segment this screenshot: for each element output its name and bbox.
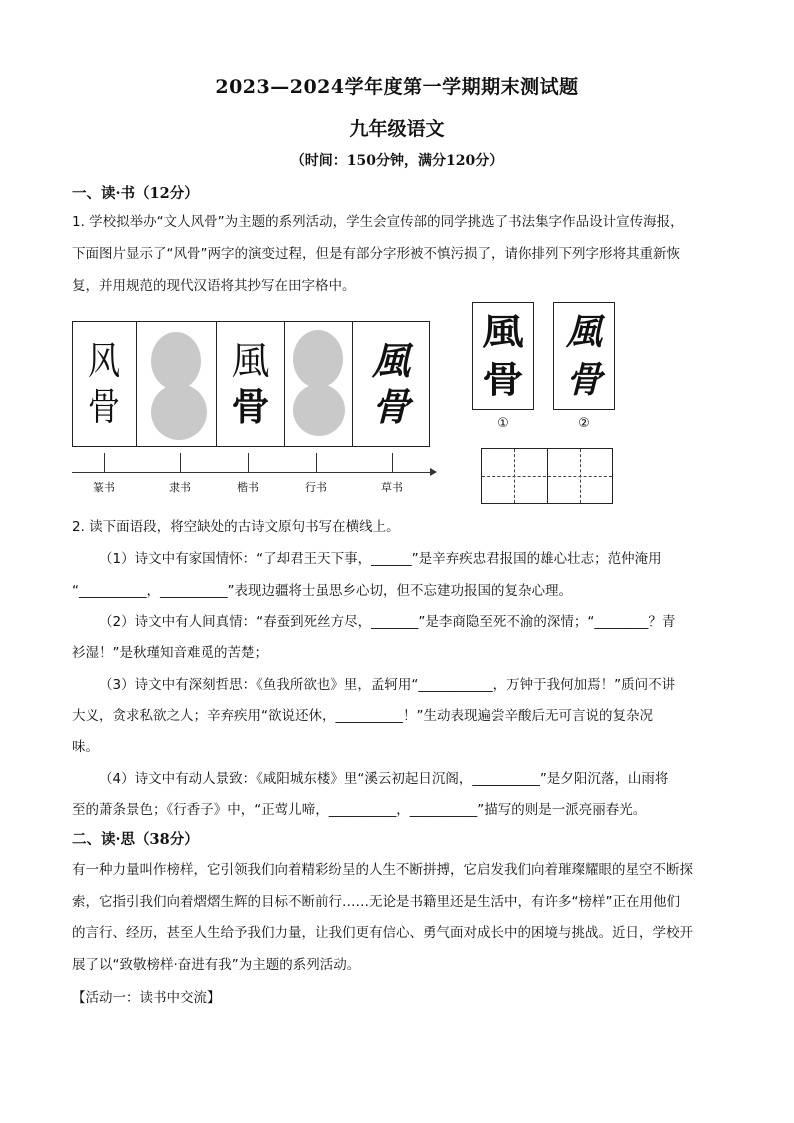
timeline-tick bbox=[248, 453, 249, 472]
cursive-char-feng: 風 bbox=[371, 338, 410, 383]
q2-part1-line1: （1）诗文中有家国情怀：“了却君王天下事，______”是辛弃疾忠君报国的雄心壮志；范仲淹用 bbox=[99, 551, 662, 567]
fragment-1-char-gu: 骨 bbox=[482, 359, 524, 401]
section-2-line-2: 索，它指引我们向着熠熠生辉的目标不断前行……无论是书籍里还是生活中，有许多“榜样”正在用他们 bbox=[72, 894, 680, 910]
seal-char-gu: 骨 bbox=[88, 385, 121, 429]
fragment-1-label: ① bbox=[497, 416, 509, 431]
q2-part4-line2: 至的萧条景色；《行香子》中，“正莺儿啼，__________，__________”描写的则是一派亮丽春光。 bbox=[72, 802, 647, 818]
smudge-top bbox=[293, 330, 343, 388]
fragment-2-char-feng: 風 bbox=[565, 311, 602, 353]
q1-line-2: 下面图片显示了“风骨”两字的演变过程，但是有部分字形被不慎污损了，请你排列下列字形将其重新恢 bbox=[72, 246, 680, 262]
timeline-tick bbox=[392, 453, 393, 472]
smudge-bottom bbox=[151, 384, 207, 440]
section-2-line-4: 展了以“致敬榜样·奋进有我”为主题的系列活动。 bbox=[72, 957, 361, 973]
label-regular-script: 楷书 bbox=[237, 481, 259, 494]
fragment-2-label: ② bbox=[578, 416, 590, 431]
cursive-script-cell bbox=[353, 322, 429, 446]
fragment-2 bbox=[553, 302, 615, 410]
grid-horizontal-line bbox=[482, 476, 612, 477]
q2-part1-line2: “__________，__________”表现边疆将士虽思乡心切，但不忘建功报国的复杂心理。 bbox=[72, 583, 572, 599]
smudge-bottom bbox=[293, 384, 345, 436]
q2-part2-line2: 衫湿！”是秋瑾知音难觅的苦楚； bbox=[72, 645, 268, 661]
fragment-2-char-gu: 骨 bbox=[565, 359, 602, 401]
q2-part4-line1: （4）诗文中有动人景致：《咸阳城东楼》里“溪云初起日沉阁，__________”是夕阳沉落，山雨将 bbox=[99, 771, 669, 787]
label-clerical-script: 隶书 bbox=[169, 481, 191, 494]
section-2-line-3: 的言行、经历，甚至人生给予我们力量，让我们更有信心、勇气面对成长中的困境与挑战。近日，学校开 bbox=[72, 925, 693, 941]
clerical-script-cell-damaged bbox=[137, 322, 217, 446]
regular-char-feng: 風 bbox=[231, 339, 270, 383]
timeline-tick bbox=[180, 453, 181, 472]
label-seal-script: 篆书 bbox=[93, 481, 115, 494]
label-cursive-script: 草书 bbox=[381, 481, 403, 494]
activity-1-heading: 【活动一：读书中交流】 bbox=[72, 990, 221, 1006]
q2-part3-line3: 味。 bbox=[72, 739, 99, 755]
section-2-line-1: 有一种力量叫作榜样，它引领我们向着精彩纷呈的人生不断拼搏，它启发我们向着璀璨耀眼的星空不断探 bbox=[72, 862, 693, 878]
running-script-cell-damaged bbox=[285, 322, 353, 446]
seal-char-feng: 风 bbox=[88, 339, 121, 383]
tianzige-answer-grid[interactable] bbox=[481, 448, 613, 504]
seal-script-cell bbox=[73, 322, 137, 446]
q2-intro: 2. 读下面语段，将空缺处的古诗文原句书写在横线上。 bbox=[72, 519, 400, 535]
timeline-arrow-icon bbox=[430, 468, 437, 476]
timeline-axis bbox=[72, 472, 434, 473]
fragment-1 bbox=[472, 302, 534, 410]
exam-title: 2023—2024学年度第一学期期末测试题 bbox=[215, 76, 579, 98]
exam-subject: 九年级语文 bbox=[349, 118, 445, 140]
timeline-tick bbox=[316, 453, 317, 472]
regular-script-cell bbox=[217, 322, 285, 446]
q2-part3-line1: （3）诗文中有深刻哲思：《鱼我所欲也》里，孟轲用“___________，万钟于我何加焉！”质问不讲 bbox=[99, 677, 676, 693]
label-running-script: 行书 bbox=[305, 481, 327, 494]
fragment-1-char-feng: 風 bbox=[482, 311, 524, 353]
exam-info: （时间：150分钟，满分120分） bbox=[290, 153, 504, 169]
cursive-char-gu: 骨 bbox=[371, 384, 410, 429]
section-2-heading: 二、读·思（38分） bbox=[72, 831, 199, 848]
smudge-top bbox=[151, 332, 201, 390]
q2-part3-line2: 大义，贪求私欲之人；辛弃疾用“欲说还休，__________！”生动表现遍尝辛酸后无可言说的复杂况 bbox=[72, 708, 653, 724]
regular-char-gu: 骨 bbox=[231, 384, 270, 429]
q1-line-1: 1. 学校拟举办“文人风骨”为主题的系列活动，学生会宣传部的同学挑选了书法集字作品设计宣传海报， bbox=[72, 214, 684, 230]
q2-part2-line1: （2）诗文中有人间真情：“春蚕到死丝方尽，_______”是李商隐至死不渝的深情；“________？青 bbox=[99, 614, 676, 630]
calligraphy-evolution-figure bbox=[72, 321, 430, 447]
section-1-heading: 一、读·书（12分） bbox=[72, 185, 199, 202]
timeline-tick bbox=[104, 453, 105, 472]
q1-line-3: 复，并用规范的现代汉语将其抄写在田字格中。 bbox=[72, 278, 356, 294]
